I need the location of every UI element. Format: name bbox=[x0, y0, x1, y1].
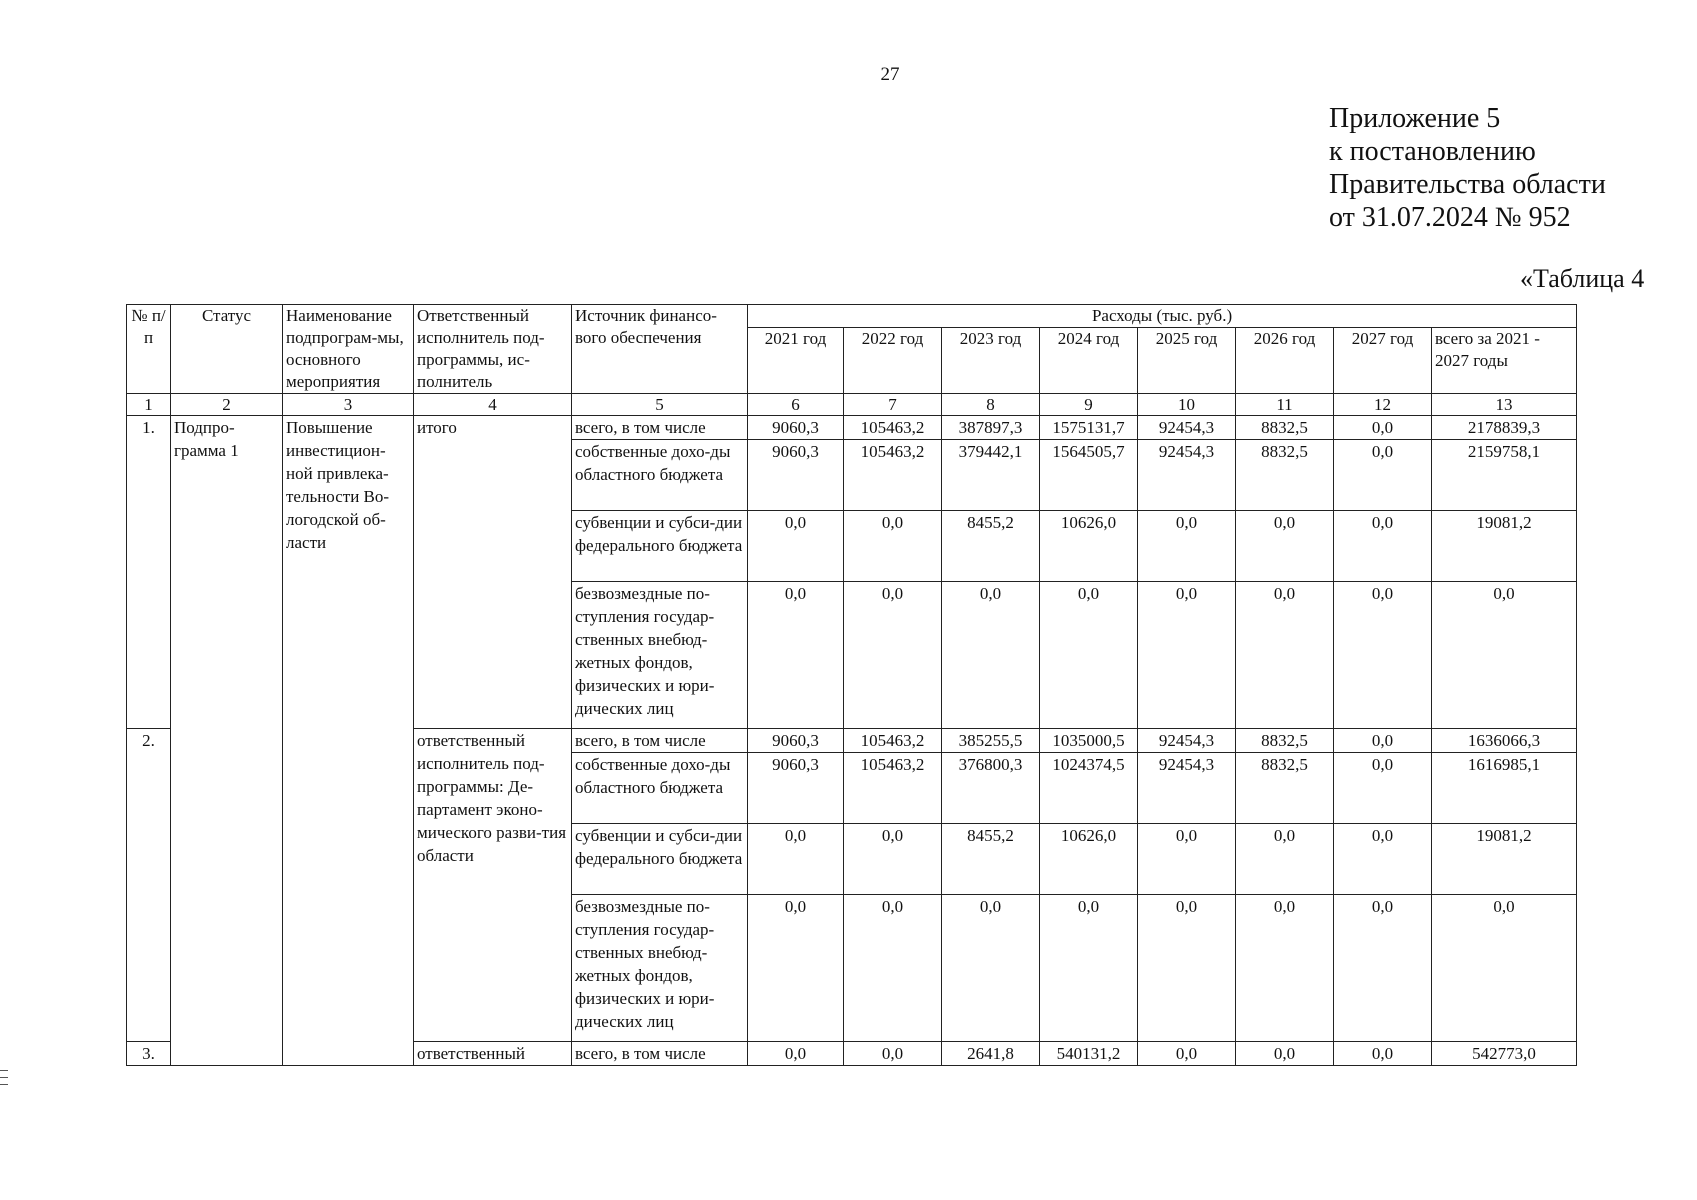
value-cell: 0,0 bbox=[748, 582, 844, 729]
value-cell: 0,0 bbox=[1432, 582, 1577, 729]
value-cell: 379442,1 bbox=[942, 440, 1040, 511]
value-cell: 0,0 bbox=[1138, 582, 1236, 729]
header-source: Источник финансо-вого обеспечения bbox=[572, 305, 748, 394]
header-year-2022: 2022 год bbox=[844, 328, 942, 394]
row-number: 3. bbox=[127, 1042, 171, 1066]
column-number: 3 bbox=[283, 394, 414, 416]
source-cell: собственные дохо-ды областного бюджета bbox=[572, 440, 748, 511]
column-number: 7 bbox=[844, 394, 942, 416]
value-cell: 0,0 bbox=[1334, 1042, 1432, 1066]
value-cell: 0,0 bbox=[1334, 753, 1432, 824]
value-cell: 1564505,7 bbox=[1040, 440, 1138, 511]
header-status: Статус bbox=[171, 305, 283, 394]
value-cell: 0,0 bbox=[1138, 824, 1236, 895]
column-number: 13 bbox=[1432, 394, 1577, 416]
value-cell: 387897,3 bbox=[942, 416, 1040, 440]
value-cell: 9060,3 bbox=[748, 440, 844, 511]
value-cell: 0,0 bbox=[1236, 895, 1334, 1042]
value-cell: 105463,2 bbox=[844, 753, 942, 824]
value-cell: 8455,2 bbox=[942, 824, 1040, 895]
source-cell: субвенции и субси-дии федерального бюджета bbox=[572, 511, 748, 582]
column-number: 8 bbox=[942, 394, 1040, 416]
value-cell: 0,0 bbox=[1334, 440, 1432, 511]
header-name: Наименование подпрограм-мы, основного мероприятия bbox=[283, 305, 414, 394]
table-row bbox=[127, 416, 1577, 440]
value-cell: 0,0 bbox=[1236, 582, 1334, 729]
header-executor: Ответственный исполнитель под-программы, ис-полнитель bbox=[414, 305, 572, 394]
column-number: 11 bbox=[1236, 394, 1334, 416]
value-cell: 0,0 bbox=[844, 582, 942, 729]
value-cell: 19081,2 bbox=[1432, 824, 1577, 895]
value-cell: 0,0 bbox=[1138, 895, 1236, 1042]
header-total: всего за 2021 - 2027 годы bbox=[1432, 328, 1577, 394]
column-number: 1 bbox=[127, 394, 171, 416]
value-cell: 2178839,3 bbox=[1432, 416, 1577, 440]
executor-cell: ответственный исполнитель под-программы: Де-партамент эконо-мического разви-тия области bbox=[414, 729, 572, 1042]
value-cell: 376800,3 bbox=[942, 753, 1040, 824]
value-cell: 0,0 bbox=[748, 824, 844, 895]
value-cell: 385255,5 bbox=[942, 729, 1040, 753]
value-cell: 8832,5 bbox=[1236, 729, 1334, 753]
value-cell: 105463,2 bbox=[844, 440, 942, 511]
value-cell: 0,0 bbox=[1138, 511, 1236, 582]
value-cell: 0,0 bbox=[844, 895, 942, 1042]
appendix-line-3: Правительства области bbox=[1329, 169, 1606, 200]
header-year-2023: 2023 год bbox=[942, 328, 1040, 394]
value-cell: 1024374,5 bbox=[1040, 753, 1138, 824]
value-cell: 0,0 bbox=[844, 511, 942, 582]
value-cell: 8832,5 bbox=[1236, 440, 1334, 511]
value-cell: 2641,8 bbox=[942, 1042, 1040, 1066]
executor-cell: итого bbox=[414, 416, 572, 729]
row-number: 1. bbox=[127, 416, 171, 729]
column-number: 10 bbox=[1138, 394, 1236, 416]
value-cell: 92454,3 bbox=[1138, 729, 1236, 753]
value-cell: 0,0 bbox=[1334, 582, 1432, 729]
value-cell: 0,0 bbox=[1334, 895, 1432, 1042]
appendix-line-1: Приложение 5 bbox=[1329, 103, 1501, 134]
source-cell: собственные дохо-ды областного бюджета bbox=[572, 753, 748, 824]
value-cell: 0,0 bbox=[942, 582, 1040, 729]
value-cell: 2159758,1 bbox=[1432, 440, 1577, 511]
source-cell: субвенции и субси-дии федерального бюджета bbox=[572, 824, 748, 895]
column-number: 5 bbox=[572, 394, 748, 416]
value-cell: 8455,2 bbox=[942, 511, 1040, 582]
value-cell: 9060,3 bbox=[748, 729, 844, 753]
header-year-2021: 2021 год bbox=[748, 328, 844, 394]
appendix-line-4: от 31.07.2024 № 952 bbox=[1329, 202, 1571, 233]
value-cell: 1575131,7 bbox=[1040, 416, 1138, 440]
column-number: 12 bbox=[1334, 394, 1432, 416]
header-expenses: Расходы (тыс. руб.) bbox=[748, 305, 1577, 328]
value-cell: 0,0 bbox=[1334, 416, 1432, 440]
header-num: № п/п bbox=[127, 305, 171, 394]
value-cell: 0,0 bbox=[1334, 729, 1432, 753]
value-cell: 8832,5 bbox=[1236, 416, 1334, 440]
value-cell: 105463,2 bbox=[844, 416, 942, 440]
value-cell: 540131,2 bbox=[1040, 1042, 1138, 1066]
value-cell: 92454,3 bbox=[1138, 416, 1236, 440]
value-cell: 105463,2 bbox=[844, 729, 942, 753]
expenses-table bbox=[126, 304, 1577, 1066]
value-cell: 0,0 bbox=[1236, 511, 1334, 582]
source-cell: безвозмездные по-ступления государ-ственных внебюд-жетных фондов, физических и юри-дических лиц bbox=[572, 582, 748, 729]
value-cell: 9060,3 bbox=[748, 753, 844, 824]
column-numbers-row bbox=[127, 394, 1577, 416]
value-cell: 0,0 bbox=[1334, 824, 1432, 895]
column-number: 6 bbox=[748, 394, 844, 416]
value-cell: 10626,0 bbox=[1040, 511, 1138, 582]
binding-marks bbox=[0, 1070, 10, 1091]
status-cell: Подпро-грамма 1 bbox=[171, 416, 283, 1066]
name-cell: Повышение инвестицион-ной привлека-тельности Во-логодской об-ласти bbox=[283, 416, 414, 1066]
value-cell: 0,0 bbox=[1040, 582, 1138, 729]
value-cell: 0,0 bbox=[1334, 511, 1432, 582]
value-cell: 0,0 bbox=[942, 895, 1040, 1042]
value-cell: 0,0 bbox=[748, 895, 844, 1042]
source-cell: всего, в том числе bbox=[572, 1042, 748, 1066]
value-cell: 0,0 bbox=[1138, 1042, 1236, 1066]
value-cell: 542773,0 bbox=[1432, 1042, 1577, 1066]
value-cell: 10626,0 bbox=[1040, 824, 1138, 895]
value-cell: 0,0 bbox=[844, 1042, 942, 1066]
table-caption: «Таблица 4 bbox=[1520, 264, 1645, 293]
value-cell: 0,0 bbox=[1432, 895, 1577, 1042]
value-cell: 0,0 bbox=[748, 1042, 844, 1066]
header-year-2024: 2024 год bbox=[1040, 328, 1138, 394]
value-cell: 0,0 bbox=[1040, 895, 1138, 1042]
source-cell: всего, в том числе bbox=[572, 729, 748, 753]
appendix-line-2: к постановлению bbox=[1329, 136, 1536, 167]
value-cell: 19081,2 bbox=[1432, 511, 1577, 582]
value-cell: 9060,3 bbox=[748, 416, 844, 440]
row-number: 2. bbox=[127, 729, 171, 1042]
page-number: 27 bbox=[880, 64, 900, 85]
value-cell: 0,0 bbox=[748, 511, 844, 582]
value-cell: 1035000,5 bbox=[1040, 729, 1138, 753]
header-year-2027: 2027 год bbox=[1334, 328, 1432, 394]
column-number: 2 bbox=[171, 394, 283, 416]
header-year-2025: 2025 год bbox=[1138, 328, 1236, 394]
column-number: 4 bbox=[414, 394, 572, 416]
source-cell: безвозмездные по-ступления государ-ственных внебюд-жетных фондов, физических и юри-дических лиц bbox=[572, 895, 748, 1042]
value-cell: 92454,3 bbox=[1138, 440, 1236, 511]
header-year-2026: 2026 год bbox=[1236, 328, 1334, 394]
appendix-block bbox=[1329, 102, 1606, 234]
value-cell: 1616985,1 bbox=[1432, 753, 1577, 824]
value-cell: 8832,5 bbox=[1236, 753, 1334, 824]
value-cell: 0,0 bbox=[1236, 1042, 1334, 1066]
value-cell: 1636066,3 bbox=[1432, 729, 1577, 753]
source-cell: всего, в том числе bbox=[572, 416, 748, 440]
column-number: 9 bbox=[1040, 394, 1138, 416]
executor-cell: ответственный bbox=[414, 1042, 572, 1066]
value-cell: 0,0 bbox=[1236, 824, 1334, 895]
value-cell: 92454,3 bbox=[1138, 753, 1236, 824]
value-cell: 0,0 bbox=[844, 824, 942, 895]
